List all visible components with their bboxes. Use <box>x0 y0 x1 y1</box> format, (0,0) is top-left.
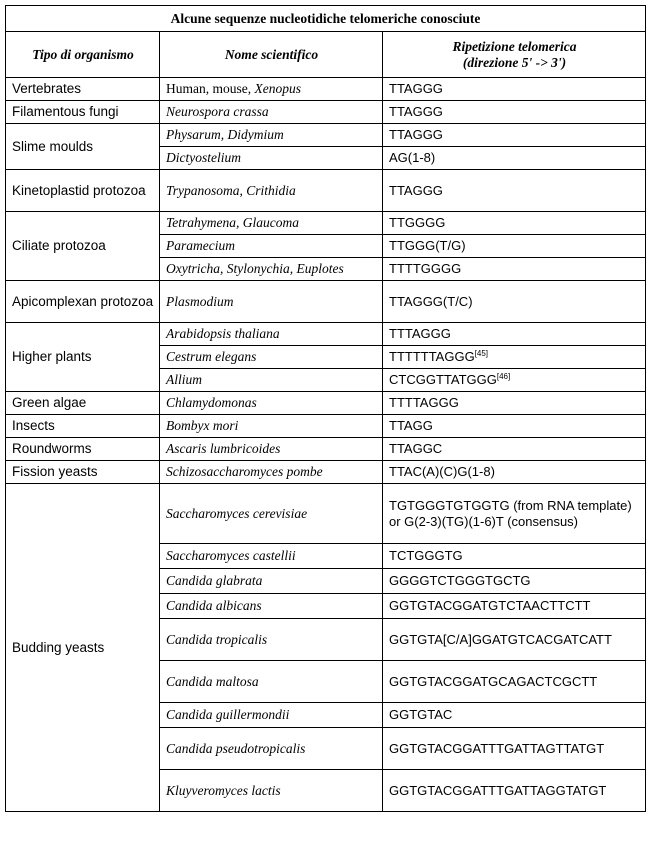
scientific-name-cell: Plasmodium <box>160 281 383 323</box>
repeat-cell: GGGGTCTGGGTGCTG <box>383 569 646 594</box>
repeat-cell: TTAGGG <box>383 170 646 212</box>
repeat-cell: GGTGTA[C/A]GGATGTCACGATCATT <box>383 619 646 661</box>
header-scientific-name: Nome scientifico <box>160 32 383 78</box>
table-row <box>6 438 646 461</box>
scientific-name-cell: Kluyveromyces lactis <box>160 770 383 812</box>
scientific-name-cell: Physarum, Didymium <box>160 124 383 147</box>
table-row <box>6 461 646 484</box>
table-row <box>6 323 646 346</box>
repeat-cell: TTAGGG <box>383 78 646 101</box>
repeat-cell: TTAGGG(T/C) <box>383 281 646 323</box>
scientific-name-cell: Candida tropicalis <box>160 619 383 661</box>
table-row <box>6 392 646 415</box>
repeat-cell: TTTAGGG <box>383 323 646 346</box>
header-organism: Tipo di organismo <box>6 32 160 78</box>
organism-cell: Slime moulds <box>6 124 160 170</box>
repeat-sequence: CTCGGTTATGGG <box>389 372 497 387</box>
organism-cell: Kinetoplastid protozoa <box>6 170 160 212</box>
repeat-cell <box>383 369 646 392</box>
table-row <box>6 170 646 212</box>
scientific-name-cell: Allium <box>160 369 383 392</box>
table-row <box>6 78 646 101</box>
scientific-name-cell: Saccharomyces castellii <box>160 544 383 569</box>
organism-cell: Roundworms <box>6 438 160 461</box>
scientific-name-cell: Neurospora crassa <box>160 101 383 124</box>
repeat-cell: GGTGTAC <box>383 703 646 728</box>
header-repeat-line2: (direzione 5' -> 3') <box>462 54 567 70</box>
repeat-sequence: TGTGGGTGTGGTG (from RNA template) <box>389 497 632 513</box>
repeat-cell: TTAGGG <box>383 124 646 147</box>
repeat-cell: TCTGGGTG <box>383 544 646 569</box>
repeat-cell: GGTGTACGGATTTGATTAGGTATGT <box>383 770 646 812</box>
repeat-cell: TTGGG(T/G) <box>383 235 646 258</box>
repeat-cell: TTAC(A)(C)G(1-8) <box>383 461 646 484</box>
table-row <box>6 212 646 235</box>
scientific-name-cell: Paramecium <box>160 235 383 258</box>
table-row <box>6 415 646 438</box>
scientific-name-cell: Trypanosoma, Crithidia <box>160 170 383 212</box>
citation-reference[interactable]: [46] <box>496 372 511 381</box>
scientific-name-cell: Candida pseudotropicalis <box>160 728 383 770</box>
organism-cell: Insects <box>6 415 160 438</box>
organism-cell: Higher plants <box>6 323 160 392</box>
table-title: Alcune sequenze nucleotidiche telomeriche conosciute <box>6 6 646 32</box>
document-page <box>5 5 645 812</box>
repeat-cell: TTTTGGGG <box>383 258 646 281</box>
scientific-name-cell: Oxytricha, Stylonychia, Euplotes <box>160 258 383 281</box>
scientific-name-cell: Chlamydomonas <box>160 392 383 415</box>
repeat-cell: AG(1-8) <box>383 147 646 170</box>
repeat-cell: TTTTAGGG <box>383 392 646 415</box>
scientific-name-cell: Cestrum elegans <box>160 346 383 369</box>
organism-cell: Apicomplexan protozoa <box>6 281 160 323</box>
repeat-cell: GGTGTACGGATGCAGACTCGCTT <box>383 661 646 703</box>
repeat-cell <box>383 484 646 544</box>
scientific-name-cell <box>160 78 383 101</box>
repeat-consensus: or G(2-3)(TG)(1-6)T (consensus) <box>389 513 579 529</box>
header-repeat-line1: Ripetizione telomerica <box>452 38 577 54</box>
scientific-name-cell: Saccharomyces cerevisiae <box>160 484 383 544</box>
organism-cell: Fission yeasts <box>6 461 160 484</box>
scientific-name-cell: Bombyx mori <box>160 415 383 438</box>
scientific-name-cell: Ascaris lumbricoides <box>160 438 383 461</box>
citation-reference[interactable]: [45] <box>474 349 489 358</box>
organism-cell: Vertebrates <box>6 78 160 101</box>
scientific-name-cell: Dictyostelium <box>160 147 383 170</box>
repeat-sequence: TTTTTTAGGG <box>389 349 475 364</box>
repeat-cell: TTGGGG <box>383 212 646 235</box>
organism-cell: Budding yeasts <box>6 484 160 812</box>
scientific-name-cell: Candida maltosa <box>160 661 383 703</box>
scientific-name-cell: Tetrahymena, Glaucoma <box>160 212 383 235</box>
scientific-name-cell: Schizosaccharomyces pombe <box>160 461 383 484</box>
repeat-cell: TTAGG <box>383 415 646 438</box>
scientific-name-cell: Candida glabrata <box>160 569 383 594</box>
table-row <box>6 124 646 147</box>
scientific-name-cell: Candida albicans <box>160 594 383 619</box>
table-row <box>6 101 646 124</box>
repeat-cell: GGTGTACGGATGTCTAACTTCTT <box>383 594 646 619</box>
table-row <box>6 281 646 323</box>
scientific-name-italic: Xenopus <box>254 81 301 96</box>
scientific-name-plain: Human, mouse, <box>166 81 255 96</box>
organism-cell: Green algae <box>6 392 160 415</box>
repeat-cell: TTAGGG <box>383 101 646 124</box>
table-row <box>6 484 646 544</box>
header-telomeric-repeat <box>383 32 646 78</box>
scientific-name-cell: Candida guillermondii <box>160 703 383 728</box>
repeat-cell <box>383 346 646 369</box>
telomere-table <box>5 5 646 812</box>
repeat-cell: GGTGTACGGATTTGATTAGTTATGT <box>383 728 646 770</box>
repeat-cell: TTAGGC <box>383 438 646 461</box>
organism-cell: Filamentous fungi <box>6 101 160 124</box>
scientific-name-cell: Arabidopsis thaliana <box>160 323 383 346</box>
organism-cell: Ciliate protozoa <box>6 212 160 281</box>
